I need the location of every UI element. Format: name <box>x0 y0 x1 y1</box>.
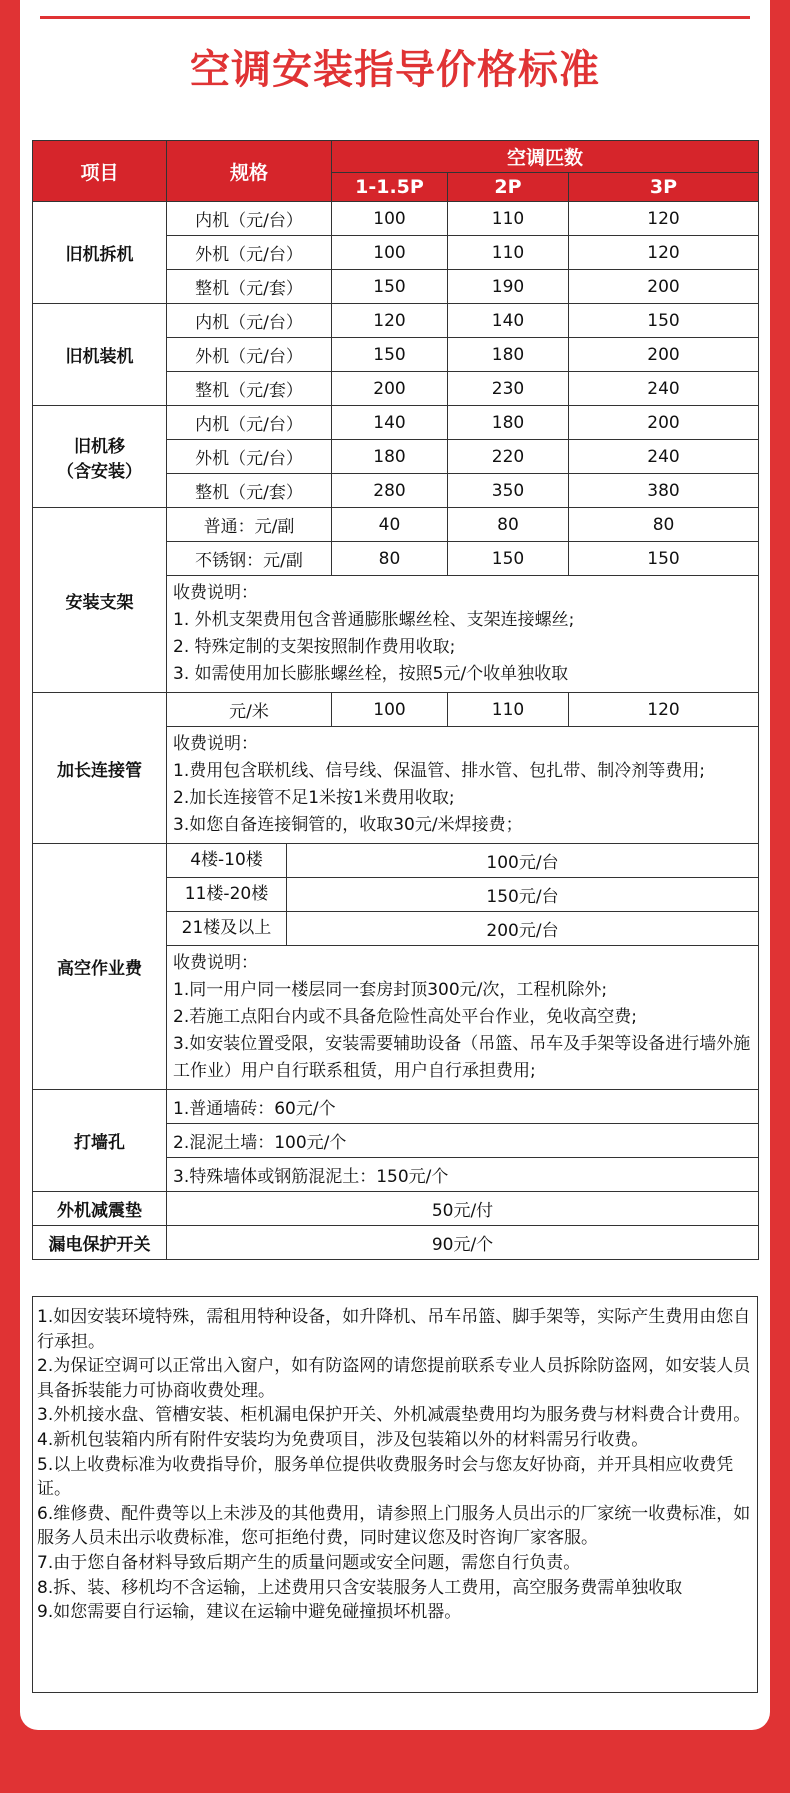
note-line: 3.如安装位置受限，安装需要辅助设备（吊篮、吊车及手架等设备进行墙外施工作业）用户自行联系租赁，用户自行承担费用; <box>173 1034 751 1081</box>
bracket-notes <box>167 576 759 693</box>
damper-price: 50元/付 <box>167 1192 759 1226</box>
footnote: 8.拆、装、移机均不含运输，上述费用只含安装服务人工费用，高空服务费需单独收取 <box>37 1577 683 1598</box>
group-label: 漏电保护开关 <box>33 1226 167 1260</box>
high-notes <box>167 946 759 1090</box>
price-cell: 80 <box>569 508 759 542</box>
group-label: 打墙孔 <box>33 1090 167 1192</box>
header-item: 项目 <box>33 141 167 202</box>
note-line: 收费说明： <box>173 734 258 754</box>
note-line: 2.加长连接管不足1米按1米费用收取; <box>173 788 455 808</box>
high-floor-row <box>167 912 759 946</box>
footnote: 2.为保证空调可以正常出入窗户，如有防盗网的请您提前联系专业人员拆除防盗网，如安装人员具备拆装能力可协商收费处理。 <box>37 1356 751 1401</box>
spec-cell: 外机（元/台） <box>167 440 332 474</box>
pipe-notes <box>167 727 759 844</box>
price-cell: 110 <box>448 693 569 727</box>
footnote: 7.由于您自备材料导致后期产生的质量问题或安全问题，需您自行负责。 <box>37 1552 581 1573</box>
group-label: 安装支架 <box>33 508 167 693</box>
spec-cell: 内机（元/台） <box>167 304 332 338</box>
price-cell: 140 <box>332 406 448 440</box>
price-cell: 120 <box>569 693 759 727</box>
header-spec: 规格 <box>167 141 332 202</box>
note-line: 1.同一用户同一楼层同一套房封顶300元/次，工程机除外; <box>173 980 608 1000</box>
leak-price: 90元/个 <box>167 1226 759 1260</box>
price-cell: 180 <box>448 406 569 440</box>
footnote: 9.如您需要自行运输，建议在运输中避免碰撞损坏机器。 <box>37 1602 462 1623</box>
high-floor-row <box>167 844 759 878</box>
group-label: 旧机拆机 <box>33 202 167 304</box>
spec-cell: 内机（元/台） <box>167 406 332 440</box>
spec-cell: 外机（元/台） <box>167 236 332 270</box>
footnotes <box>32 1296 758 1693</box>
price-cell: 150 <box>569 542 759 576</box>
floor-price: 150元/台 <box>486 887 559 907</box>
footnote: 6.维修费、配件费等以上未涉及的其他费用，请参照上门服务人员出示的厂家统一收费标准，如服务人员未出示收费标准，您可拒绝付费，同时建议您及时咨询厂家客服。 <box>37 1503 751 1549</box>
price-cell: 150 <box>332 338 448 372</box>
price-cell: 150 <box>448 542 569 576</box>
price-cell: 200 <box>569 338 759 372</box>
page-title: 空调安装指导价格标准 <box>190 47 600 93</box>
note-line: 3. 如需使用加长膨胀螺丝栓，按照5元/个收单独收取 <box>173 664 569 684</box>
price-cell: 110 <box>448 202 569 236</box>
group-label: 高空作业费 <box>33 844 167 1090</box>
spec-cell: 普通：元/副 <box>167 508 332 542</box>
price-cell: 100 <box>332 693 448 727</box>
price-cell: 230 <box>448 372 569 406</box>
group-label: 外机减震垫 <box>33 1192 167 1226</box>
note-line: 3.如您自备连接铜管的，收取30元/米焊接费； <box>173 815 523 835</box>
price-cell: 180 <box>332 440 448 474</box>
note-line: 收费说明： <box>173 953 258 973</box>
note-line: 收费说明： <box>173 583 258 603</box>
price-cell: 380 <box>569 474 759 508</box>
floor-price: 100元/台 <box>486 853 559 873</box>
price-card <box>20 0 770 1730</box>
spec-cell: 整机（元/套） <box>167 270 332 304</box>
footnote: 5.以上收费标准为收费指导价，服务单位提供收费服务时会与您友好协商，并开具相应收费凭证。 <box>37 1454 734 1500</box>
high-floor-row <box>167 878 759 912</box>
price-cell: 120 <box>332 304 448 338</box>
price-cell: 80 <box>332 542 448 576</box>
header-col: 1-1.5P <box>332 173 448 202</box>
group-label <box>33 406 167 508</box>
header-group: 空调匹数 <box>332 141 759 173</box>
group-label: 旧机装机 <box>33 304 167 406</box>
price-cell: 220 <box>448 440 569 474</box>
price-cell: 240 <box>569 440 759 474</box>
header-col: 2P <box>448 173 569 202</box>
price-table <box>32 140 759 1260</box>
price-cell: 80 <box>448 508 569 542</box>
group-label-line1: 旧机移 <box>74 436 125 457</box>
hole-row: 1.普通墙砖：60元/个 <box>167 1090 759 1124</box>
note-line: 2. 特殊定制的支架按照制作费用收取; <box>173 637 456 657</box>
footnote: 3.外机接水盘、管槽安装、柜机漏电保护开关、外机减震垫费用均为服务费与材料费合计费用。 <box>37 1405 751 1426</box>
price-cell: 40 <box>332 508 448 542</box>
footnote: 1.如因安装环境特殊，需租用特种设备，如升降机、吊车吊篮、脚手架等，实际产生费用由您自行承担。 <box>37 1307 751 1352</box>
footnote: 4.新机包装箱内所有附件安装均为免费项目，涉及包装箱以外的材料需另行收费。 <box>37 1429 649 1450</box>
floor-price: 200元/台 <box>486 921 559 941</box>
hole-row: 2.混泥土墙：100元/个 <box>167 1124 759 1158</box>
floor-label: 21楼及以上 <box>167 912 287 945</box>
floor-label: 11楼-20楼 <box>167 878 287 911</box>
price-cell: 110 <box>448 236 569 270</box>
spec-cell: 整机（元/套） <box>167 372 332 406</box>
group-label-line2: （含安装） <box>57 461 142 482</box>
spec-cell: 内机（元/台） <box>167 202 332 236</box>
price-cell: 200 <box>569 406 759 440</box>
price-cell: 200 <box>332 372 448 406</box>
note-line: 1. 外机支架费用包含普通膨胀螺丝栓、支架连接螺丝; <box>173 610 575 630</box>
top-divider <box>40 16 750 19</box>
group-label: 加长连接管 <box>33 693 167 844</box>
header-col: 3P <box>569 173 759 202</box>
price-cell: 350 <box>448 474 569 508</box>
spec-cell: 整机（元/套） <box>167 474 332 508</box>
price-cell: 280 <box>332 474 448 508</box>
price-cell: 100 <box>332 236 448 270</box>
price-cell: 200 <box>569 270 759 304</box>
price-cell: 240 <box>569 372 759 406</box>
price-cell: 120 <box>569 236 759 270</box>
spec-cell: 元/米 <box>167 693 332 727</box>
note-line: 2.若施工点阳台内或不具备危险性高处平台作业，免收高空费; <box>173 1007 637 1027</box>
price-cell: 150 <box>569 304 759 338</box>
spec-cell: 不锈钢：元/副 <box>167 542 332 576</box>
price-cell: 180 <box>448 338 569 372</box>
price-cell: 140 <box>448 304 569 338</box>
hole-row: 3.特殊墙体或钢筋混泥土：150元/个 <box>167 1158 759 1192</box>
price-cell: 100 <box>332 202 448 236</box>
spec-cell: 外机（元/台） <box>167 338 332 372</box>
price-cell: 190 <box>448 270 569 304</box>
note-line: 1.费用包含联机线、信号线、保温管、排水管、包扎带、制冷剂等费用; <box>173 761 705 781</box>
floor-label: 4楼-10楼 <box>167 844 287 877</box>
price-cell: 120 <box>569 202 759 236</box>
price-cell: 150 <box>332 270 448 304</box>
